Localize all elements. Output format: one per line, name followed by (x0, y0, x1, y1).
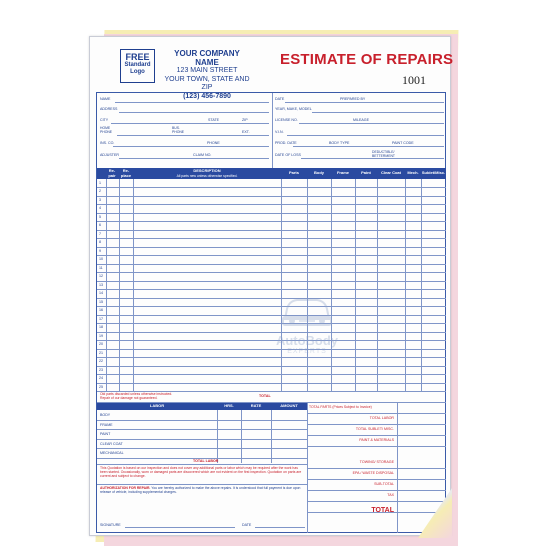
table-row[interactable] (97, 366, 446, 367)
parts-total-label: TOTAL (259, 394, 271, 398)
car-icon (277, 293, 337, 331)
table-row[interactable] (97, 374, 446, 375)
col-description: DESCRIPTION (193, 168, 221, 173)
logo-line-3: Logo (130, 69, 145, 75)
parts-row-number: 23 (99, 367, 103, 372)
field-address-line[interactable] (119, 112, 269, 113)
table-row[interactable] (97, 187, 446, 188)
parts-row-number: 10 (99, 257, 103, 262)
table-row[interactable] (97, 213, 446, 214)
parts-row-number: 4 (99, 206, 101, 211)
parts-row-number: 7 (99, 231, 101, 236)
parts-row-number: 14 (99, 291, 103, 296)
col-rate: RATE (250, 403, 262, 408)
watermark-line-2: EXPERTS (287, 348, 327, 355)
field-date-of-loss-label: DATE OF LOSS (275, 153, 301, 157)
col-labor: LABOR (149, 403, 165, 408)
totals-epa-label: EPA / WASTE DISPOSAL (352, 471, 394, 475)
company-phone: (123) 456-7890 (183, 92, 231, 100)
field-ins-line[interactable] (113, 146, 269, 147)
parts-row-number: 25 (99, 384, 103, 389)
parts-row-number: 15 (99, 299, 103, 304)
field-license-line[interactable] (299, 123, 444, 124)
field-home-phone-label: HOME PHONE (100, 126, 113, 134)
totals-row[interactable] (307, 479, 446, 480)
col-paint: Paint (361, 170, 371, 175)
form-number: 1001 (402, 73, 426, 87)
field-ymm-line[interactable] (312, 112, 444, 113)
estimate-form-sheet (89, 36, 454, 536)
table-row[interactable] (97, 247, 446, 248)
totals-row[interactable] (307, 424, 446, 425)
labor-row-label: FRAME (100, 422, 113, 427)
signature-date-label: DATE (242, 523, 252, 527)
field-deductible-label: DEDUCTIBLE/ BETTERMENT (372, 150, 395, 158)
standard-logo (120, 49, 155, 83)
col-frame: Frame (336, 170, 349, 175)
col-replace: Re-place (120, 168, 132, 178)
field-date-line[interactable] (285, 102, 444, 103)
parts-row-number: 19 (99, 333, 103, 338)
field-loss-line[interactable] (301, 158, 444, 159)
parts-row-number: 9 (99, 248, 101, 253)
totals-row[interactable] (307, 490, 446, 491)
field-zip-label: ZIP (242, 118, 248, 122)
authorization-text (100, 486, 305, 494)
parts-row-number: 20 (99, 342, 103, 347)
parts-row-number: 2 (99, 189, 101, 194)
signature-date-line[interactable] (255, 527, 305, 528)
parts-row-number: 18 (99, 325, 103, 330)
totals-total-parts-label: TOTAL PARTS (Prices Subject to Invoice) (309, 405, 372, 409)
field-city-line[interactable] (111, 123, 269, 124)
field-claim-no-label: CLAIM NO. (193, 153, 212, 157)
table-row[interactable] (97, 264, 446, 265)
table-row[interactable] (97, 289, 446, 290)
field-name-line[interactable] (115, 102, 269, 103)
parts-rows (97, 179, 446, 391)
authorization-body: You are hereby authorized to make the above repairs. It is understood that full payment is due upon release of vehicle, including supplemental charges. (100, 486, 301, 494)
parts-row-number: 8 (99, 240, 101, 245)
field-phone-line[interactable] (117, 135, 269, 136)
form-title: ESTIMATE OF REPAIRS (280, 51, 454, 68)
parts-row-number: 1 (99, 181, 101, 185)
field-ins-co-label: INS. CO. (100, 141, 115, 145)
totals-row[interactable] (307, 446, 446, 447)
table-row[interactable] (97, 315, 446, 316)
table-row[interactable] (97, 306, 446, 307)
labor-table-header (97, 403, 307, 410)
parts-row-number: 11 (99, 265, 103, 270)
table-row[interactable] (97, 238, 446, 239)
field-body-type-label: BODY TYPE (329, 141, 350, 145)
table-row[interactable] (97, 196, 446, 197)
col-sublet: Sublet/Misc. (421, 170, 446, 175)
parts-row-number: 12 (99, 274, 103, 279)
labor-row-label: PAINT (100, 432, 111, 437)
watermark-line-1: AutoBody (275, 333, 339, 348)
table-row[interactable] (97, 439, 307, 440)
table-row[interactable] (97, 255, 446, 256)
col-parts: Parts (288, 170, 299, 175)
field-name-label: NAME (100, 97, 111, 101)
field-ins-phone-label: PHONE (207, 141, 220, 145)
parts-row-number: 16 (99, 308, 103, 313)
field-city-label: CITY (100, 118, 109, 122)
quotation-disclaimer: This Quotation is based on our inspection and does not cover any additional parts or labor which may be required after the work has been started. Occasionally, worn or damaged parts are discovered which are not evident on the first inspection. Quotation on parts are current and subject to change. (100, 466, 302, 478)
field-prod-date-label: PROD. DATE (275, 141, 297, 145)
totals-towing-label: TOWING/ STORAGE (359, 460, 394, 464)
field-state-label: STATE (208, 118, 220, 122)
field-date-label: DATE (275, 97, 285, 101)
form-body (96, 92, 446, 533)
field-adjuster-label: ADJUSTER (100, 153, 119, 157)
field-address-label: ADDRESS (100, 107, 118, 111)
company-city: YOUR TOWN, STATE AND ZIP (164, 75, 250, 91)
table-row[interactable] (97, 429, 307, 430)
logo-free-text: FREE (125, 52, 150, 62)
authorization-head: AUTHORIZATION FOR REPAIR. (100, 486, 151, 490)
col-body: Body (314, 170, 324, 175)
table-row[interactable] (97, 298, 446, 299)
total-labor-row-label: TOTAL LABOR (193, 459, 219, 463)
field-year-make-model-label: YEAR, MAKE, MODEL (275, 107, 312, 111)
field-ext-label: EXT. (242, 130, 250, 134)
field-vin-label: V.I.N. (275, 130, 284, 134)
parts-row-number: 3 (99, 197, 101, 202)
col-mech: Mech. (407, 170, 419, 175)
col-description-sub: All parts new unless otherwise specified. (176, 173, 238, 178)
totals-row[interactable] (307, 501, 446, 502)
totals-total-label: TOTAL (371, 507, 394, 514)
field-paint-code-label: PAINT CODE (392, 141, 414, 145)
table-row[interactable] (97, 323, 446, 324)
table-row[interactable] (97, 230, 446, 231)
totals-total-labor-label: TOTAL LABOR (369, 416, 394, 420)
col-hrs: HRS. (224, 403, 234, 408)
field-prepared-by-label: PREPARED BY (340, 97, 366, 101)
parts-row-number: 22 (99, 359, 103, 364)
table-row[interactable] (97, 221, 446, 222)
parts-row-number: 21 (99, 350, 103, 355)
col-clear-coat: Clear Coat (380, 170, 401, 175)
parts-row-number: 5 (99, 214, 101, 219)
totals-row[interactable] (307, 435, 446, 436)
totals-sub-total-label: SUB-TOTAL (374, 482, 394, 486)
col-repair: Re-pair (108, 168, 116, 178)
table-row[interactable] (97, 281, 446, 282)
totals-column (307, 402, 446, 533)
totals-row[interactable] (307, 512, 446, 513)
note-repair-guarantee: Repair of our damage not guaranteed. (100, 396, 158, 400)
note-old-parts: Old parts discarded unless otherwise instructed. (100, 392, 173, 396)
field-adjuster-line[interactable] (119, 158, 269, 159)
company-street: 123 MAIN STREET (176, 67, 238, 74)
table-row[interactable] (97, 420, 307, 421)
labor-row-label: CLEAR COAT (100, 441, 123, 446)
field-prod-line[interactable] (293, 146, 444, 147)
signature-label: SIGNATURE (100, 523, 121, 527)
labor-row-label: BODY (100, 413, 111, 417)
parts-table-header (97, 168, 446, 179)
totals-total-sublet-label: TOTAL SUBLET/ MISC. (355, 427, 394, 431)
col-amount: AMOUNT (280, 403, 298, 408)
table-row[interactable] (97, 272, 446, 273)
logo-line-2: Standard (124, 62, 151, 68)
company-name: YOUR COMPANY NAME (174, 49, 240, 67)
field-vin-line[interactable] (287, 135, 444, 136)
labor-rows (97, 410, 307, 458)
table-row[interactable] (97, 383, 446, 384)
totals-paint-materials-label: PAINT & MATERIALS (359, 438, 394, 442)
parts-row-number: 24 (99, 376, 103, 381)
parts-row-number: 13 (99, 282, 103, 287)
field-license-label: LICENSE NO. (275, 118, 298, 122)
totals-row[interactable] (307, 468, 446, 469)
labor-row-label: MECHANICAL (100, 451, 124, 456)
parts-row-number: 17 (99, 316, 103, 321)
totals-tax-label: TAX (387, 493, 394, 497)
parts-row-number: 6 (99, 223, 101, 228)
signature-line[interactable] (125, 527, 235, 528)
table-row[interactable] (97, 448, 307, 449)
table-row[interactable] (97, 357, 446, 358)
field-mileage-label: MILEAGE (353, 118, 369, 122)
table-row[interactable] (97, 204, 446, 205)
field-bus-phone-label: BUS. PHONE (172, 126, 185, 134)
totals-row[interactable] (307, 413, 446, 414)
